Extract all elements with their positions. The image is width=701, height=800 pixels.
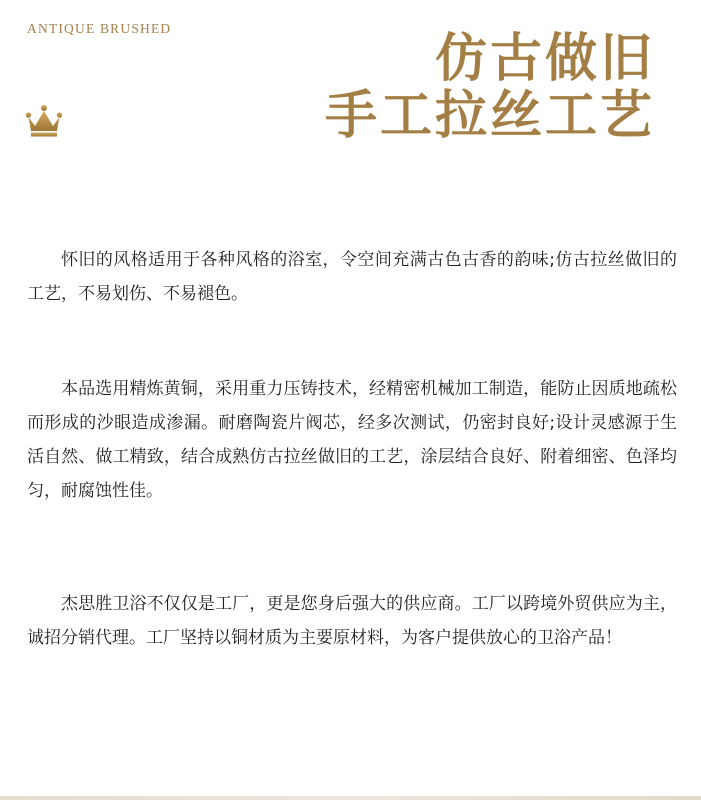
brand-tagline: ANTIQUE BRUSHED <box>27 21 172 36</box>
company-paragraph: 杰思胜卫浴不仅仅是工厂，更是您身后强大的供应商。工厂以跨境外贸供应为主，诚招分销代理。工厂坚持以铜材质为主要原材料，为客户提供放心的卫浴产品！ <box>27 594 677 648</box>
crown-icon <box>25 104 63 138</box>
material-paragraph: 本品选用精炼黄铜，采用重力压铸技术，经精密机械加工制造，能防止因质地疏松而形成的沙眼造成渗漏。耐磨陶瓷片阀芯，经多次测试，仍密封良好;设计灵感源于生活自然、做工精致，结合成熟仿古拉丝做旧的工艺，涂层结合良好、附着细密、色泽均匀，耐腐蚀性佳。 <box>27 379 677 501</box>
bottom-divider <box>0 796 701 800</box>
page-title-line-2: 手工拉丝工艺 <box>324 85 655 146</box>
intro-paragraph: 怀旧的风格适用于各种风格的浴室，令空间充满古色古香的韵味;仿古拉丝做旧的工艺，不易划伤、不易褪色。 <box>27 250 677 304</box>
page-title-line-1: 仿古做旧 <box>434 28 655 89</box>
